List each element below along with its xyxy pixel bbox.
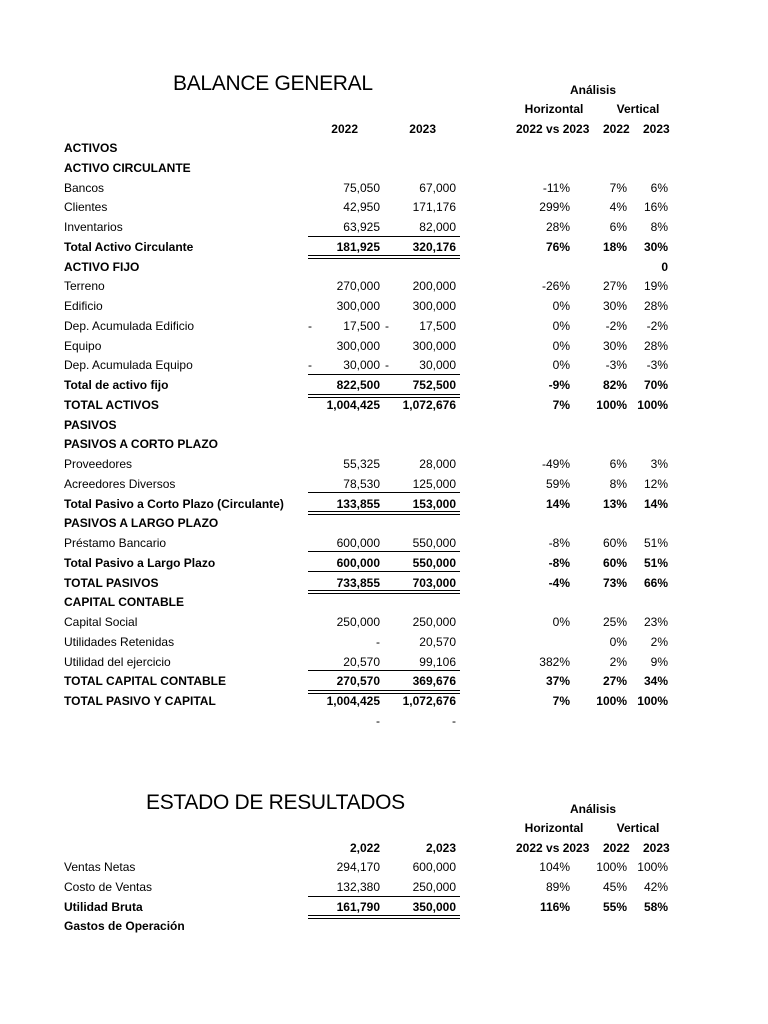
rule <box>308 492 460 493</box>
vertical-2023-pct: 19% <box>643 279 668 294</box>
value-2022: - <box>376 713 380 728</box>
minus-sign: - <box>308 318 312 333</box>
row-label: PASIVOS <box>64 417 117 432</box>
balance-analysis-label: Análisis <box>569 83 617 97</box>
double-rule <box>308 690 460 694</box>
vertical-2022-pct: 8% <box>609 476 627 491</box>
balance-col-vertical-2022: 2022 <box>603 122 630 136</box>
vertical-2023-pct: 3% <box>650 457 668 471</box>
vertical-2023-pct: 12% <box>643 476 668 491</box>
row-label: Proveedores <box>64 457 133 471</box>
row-label: Acreedores Diversos <box>64 476 176 491</box>
table-row <box>0 339 768 353</box>
vertical-2022-pct: 30% <box>602 338 627 353</box>
table-row <box>0 919 768 933</box>
table-row <box>0 674 768 688</box>
value-2022: 55,325 <box>343 457 380 471</box>
table-row <box>0 595 768 609</box>
horizontal-pct: 28% <box>545 220 570 234</box>
value-2023: 20,570 <box>419 634 456 649</box>
row-label: Utilidad Bruta <box>64 899 143 914</box>
row-label: TOTAL PASIVO Y CAPITAL <box>64 694 216 708</box>
value-2022: 294,170 <box>336 860 380 874</box>
horizontal-pct: 104% <box>539 860 570 874</box>
vertical-2022-pct: -2% <box>605 318 627 333</box>
value-2023: 550,000 <box>412 555 456 570</box>
horizontal-pct: -49% <box>541 457 570 471</box>
value-2023: 200,000 <box>412 279 456 294</box>
vertical-2022-pct: 60% <box>602 555 627 570</box>
value-2023: 82,000 <box>419 220 456 234</box>
value-2022: - <box>376 634 380 649</box>
table-row <box>0 161 768 175</box>
row-label: Inventarios <box>64 220 123 234</box>
row-label: CAPITAL CONTABLE <box>64 595 184 610</box>
value-2023: 550,000 <box>412 536 456 550</box>
vertical-2023-pct: 34% <box>643 674 668 689</box>
value-2022: 300,000 <box>336 299 380 313</box>
balance-col-vertical-2023: 2023 <box>643 122 670 136</box>
table-row <box>0 900 768 914</box>
rule <box>308 374 460 375</box>
row-label: Dep. Acumulada Equipo <box>64 358 193 373</box>
balance-col-2023: 2023 <box>409 122 436 136</box>
vertical-2022-pct: 82% <box>602 378 627 392</box>
vertical-2023-pct: 28% <box>643 299 668 313</box>
double-rule <box>308 915 460 919</box>
table-row <box>0 635 768 649</box>
table-row <box>0 714 768 728</box>
vertical-2023-pct: 51% <box>643 555 668 570</box>
value-2023: 171,176 <box>412 200 456 215</box>
row-label: PASIVOS A CORTO PLAZO <box>64 437 219 452</box>
horizontal-pct: 76% <box>545 239 570 254</box>
value-2022: 600,000 <box>336 555 380 570</box>
double-rule <box>308 394 460 398</box>
value-2022: 78,530 <box>343 476 380 491</box>
table-row <box>0 880 768 894</box>
horizontal-pct: 89% <box>545 879 570 894</box>
vertical-2022-pct: 0% <box>609 634 627 649</box>
minus-sign: - <box>308 358 312 373</box>
table-row <box>0 457 768 471</box>
rule <box>308 236 460 237</box>
resultados-col-2022: 2,022 <box>349 841 380 855</box>
minus-sign: - <box>385 358 389 373</box>
resultados-horizontal-label: Horizontal <box>524 821 584 835</box>
vertical-2023-pct: 9% <box>650 654 668 669</box>
value-2023: 30,000 <box>419 358 456 373</box>
resultados-col-2023: 2,023 <box>425 841 456 855</box>
row-label: Préstamo Bancario <box>64 536 167 550</box>
row-label: TOTAL ACTIVOS <box>64 397 159 412</box>
table-row <box>0 655 768 669</box>
value-2022: 30,000 <box>343 358 380 373</box>
value-2022: 63,925 <box>343 220 380 234</box>
table-row <box>0 418 768 432</box>
value-2023: 153,000 <box>412 496 456 511</box>
vertical-2022-pct: 6% <box>609 220 627 234</box>
vertical-2023-pct: 14% <box>643 496 668 511</box>
row-label: Total Activo Circulante <box>64 239 194 254</box>
row-label: PASIVOS A LARGO PLAZO <box>64 516 219 531</box>
table-row <box>0 615 768 629</box>
vertical-2023-pct: 6% <box>650 180 668 195</box>
row-label: Equipo <box>64 338 102 353</box>
value-2023: 369,676 <box>412 674 456 689</box>
row-label: Bancos <box>64 180 105 195</box>
table-row <box>0 141 768 155</box>
horizontal-pct: -8% <box>548 536 570 550</box>
value-2022: 75,050 <box>343 180 380 195</box>
vertical-2022-pct: 100% <box>596 694 627 708</box>
value-2023: 67,000 <box>419 180 456 195</box>
vertical-2022-pct: 13% <box>602 496 627 511</box>
value-2022: 161,790 <box>336 899 380 914</box>
value-2022: 1,004,425 <box>326 694 380 708</box>
vertical-2022-pct: 30% <box>602 299 627 313</box>
vertical-2023-pct: -2% <box>646 318 668 333</box>
resultados-col-horizontal: 2022 vs 2023 <box>516 841 590 855</box>
horizontal-pct: 14% <box>545 496 570 511</box>
table-row <box>0 358 768 372</box>
vertical-2022-pct: 2% <box>609 654 627 669</box>
value-2023: 250,000 <box>412 879 456 894</box>
row-label: ACTIVO FIJO <box>64 259 140 274</box>
row-label: TOTAL CAPITAL CONTABLE <box>64 674 226 689</box>
horizontal-pct: -9% <box>548 378 570 392</box>
value-2022: 132,380 <box>336 879 380 894</box>
table-row <box>0 279 768 293</box>
value-2023: 752,500 <box>412 378 456 392</box>
vertical-2022-pct: 55% <box>602 899 627 914</box>
balance-title: BALANCE GENERAL <box>173 72 373 95</box>
vertical-2023-pct: 28% <box>643 338 668 353</box>
value-2023: 1,072,676 <box>402 397 456 412</box>
double-rule <box>308 511 460 515</box>
value-2023: 28,000 <box>419 457 456 471</box>
value-2022: 181,925 <box>336 239 380 254</box>
row-label: Total de activo fijo <box>64 378 169 392</box>
horizontal-pct: 0% <box>552 358 570 373</box>
row-label: Total Pasivo a Largo Plazo <box>64 555 216 570</box>
rule <box>308 551 460 552</box>
row-label: ACTIVOS <box>64 141 118 155</box>
vertical-2022-pct: 27% <box>602 674 627 689</box>
value-2023: 600,000 <box>412 860 456 874</box>
value-2023: 99,106 <box>419 654 456 669</box>
vertical-2023-pct: 42% <box>643 879 668 894</box>
table-row <box>0 477 768 491</box>
horizontal-pct: -8% <box>548 555 570 570</box>
double-rule <box>308 255 460 259</box>
table-row <box>0 516 768 530</box>
value-2023: 1,072,676 <box>402 694 456 708</box>
value-2022: 20,570 <box>343 654 380 669</box>
value-2022: 1,004,425 <box>326 397 380 412</box>
balance-horizontal-label: Horizontal <box>524 102 584 116</box>
vertical-2022-pct: 27% <box>602 279 627 294</box>
row-label: Total Pasivo a Corto Plazo (Circulante) <box>64 496 284 511</box>
row-label: Gastos de Operación <box>64 919 185 934</box>
value-2023: 17,500 <box>419 318 456 333</box>
row-label: Utilidades Retenidas <box>64 634 175 649</box>
resultados-col-vertical-2022: 2022 <box>603 841 630 855</box>
table-row <box>0 497 768 511</box>
row-label: Edificio <box>64 299 103 313</box>
table-row <box>0 240 768 254</box>
value-2023: 320,176 <box>412 239 456 254</box>
row-label: Costo de Ventas <box>64 879 153 894</box>
row-label: Ventas Netas <box>64 860 136 874</box>
vertical-2023-pct: 30% <box>643 239 668 254</box>
row-label: Terreno <box>64 279 105 294</box>
value-2022: 600,000 <box>336 536 380 550</box>
vertical-2023-pct: 58% <box>643 899 668 914</box>
value-2023: - <box>452 713 456 728</box>
value-2022: 250,000 <box>336 615 380 629</box>
vertical-2022-pct: 60% <box>602 536 627 550</box>
vertical-2022-pct: 25% <box>602 615 627 629</box>
table-row <box>0 220 768 234</box>
value-2023: 703,000 <box>412 575 456 590</box>
row-label: TOTAL PASIVOS <box>64 575 159 590</box>
horizontal-pct: 0% <box>552 338 570 353</box>
table-row <box>0 319 768 333</box>
rule <box>308 670 460 671</box>
table-row <box>0 437 768 451</box>
vertical-2023-pct: 66% <box>643 575 668 590</box>
horizontal-pct: 0% <box>552 318 570 333</box>
table-row <box>0 200 768 214</box>
resultados-analysis-label: Análisis <box>569 802 617 816</box>
vertical-2022-pct: 45% <box>602 879 627 894</box>
value-2022: 17,500 <box>343 318 380 333</box>
vertical-2023-pct: 0 <box>661 259 668 274</box>
vertical-2023-pct: 51% <box>643 536 668 550</box>
value-2022: 270,000 <box>336 279 380 294</box>
vertical-2023-pct: 70% <box>643 378 668 392</box>
vertical-2022-pct: -3% <box>605 358 627 373</box>
value-2022: 822,500 <box>336 378 380 392</box>
double-rule <box>308 590 460 594</box>
value-2022: 300,000 <box>336 338 380 353</box>
horizontal-pct: -4% <box>548 575 570 590</box>
horizontal-pct: 7% <box>552 694 570 708</box>
vertical-2023-pct: 100% <box>637 397 668 412</box>
value-2023: 300,000 <box>412 338 456 353</box>
resultados-title: ESTADO DE RESULTADOS <box>146 791 405 814</box>
value-2022: 42,950 <box>343 200 380 215</box>
horizontal-pct: -26% <box>541 279 570 294</box>
rule <box>308 571 460 572</box>
resultados-col-vertical-2023: 2023 <box>643 841 670 855</box>
table-row <box>0 378 768 392</box>
vertical-2023-pct: 8% <box>650 220 668 234</box>
table-row <box>0 694 768 708</box>
table-row <box>0 860 768 874</box>
horizontal-pct: 59% <box>545 476 570 491</box>
vertical-2023-pct: 100% <box>637 860 668 874</box>
value-2023: 300,000 <box>412 299 456 313</box>
value-2023: 350,000 <box>412 899 456 914</box>
table-row <box>0 556 768 570</box>
vertical-2022-pct: 4% <box>609 200 627 215</box>
horizontal-pct: -11% <box>542 180 570 195</box>
row-label: Utilidad del ejercicio <box>64 654 171 669</box>
vertical-2022-pct: 100% <box>596 860 627 874</box>
value-2022: 133,855 <box>336 496 380 511</box>
row-label: ACTIVO CIRCULANTE <box>64 160 191 175</box>
vertical-2022-pct: 100% <box>596 397 627 412</box>
horizontal-pct: 7% <box>552 397 570 412</box>
vertical-2022-pct: 7% <box>609 180 627 195</box>
horizontal-pct: 382% <box>539 654 570 669</box>
table-row <box>0 398 768 412</box>
vertical-2023-pct: 2% <box>650 634 668 649</box>
balance-col-2022: 2022 <box>331 122 358 136</box>
value-2023: 125,000 <box>412 476 456 491</box>
balance-col-horizontal: 2022 vs 2023 <box>516 122 590 136</box>
minus-sign: - <box>385 318 389 333</box>
resultados-vertical-label: Vertical <box>616 821 660 835</box>
value-2023: 250,000 <box>412 615 456 629</box>
value-2022: 733,855 <box>336 575 380 590</box>
horizontal-pct: 116% <box>539 899 570 914</box>
vertical-2022-pct: 6% <box>609 457 627 471</box>
row-label: Capital Social <box>64 615 138 629</box>
horizontal-pct: 0% <box>552 615 570 629</box>
row-label: Dep. Acumulada Edificio <box>64 318 195 333</box>
value-2022: 270,570 <box>336 674 380 689</box>
horizontal-pct: 37% <box>545 674 570 689</box>
vertical-2023-pct: 16% <box>643 200 668 215</box>
rule <box>308 896 460 897</box>
row-label: Clientes <box>64 200 108 215</box>
horizontal-pct: 299% <box>539 200 570 215</box>
vertical-2022-pct: 73% <box>602 575 627 590</box>
vertical-2023-pct: 100% <box>637 694 668 708</box>
vertical-2023-pct: -3% <box>646 358 668 373</box>
table-row <box>0 181 768 195</box>
vertical-2022-pct: 18% <box>602 239 627 254</box>
table-row <box>0 576 768 590</box>
table-row <box>0 260 768 274</box>
horizontal-pct: 0% <box>552 299 570 313</box>
balance-vertical-label: Vertical <box>616 102 660 116</box>
table-row <box>0 536 768 550</box>
vertical-2023-pct: 23% <box>643 615 668 629</box>
table-row <box>0 299 768 313</box>
